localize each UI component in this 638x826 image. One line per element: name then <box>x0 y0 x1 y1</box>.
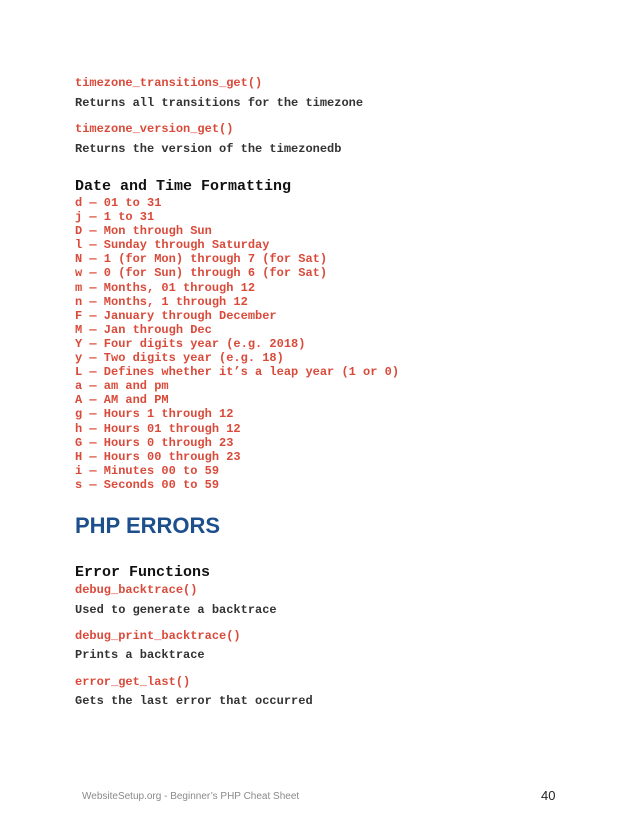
page-number: 40 <box>541 788 556 803</box>
function-description-error-get-last: Gets the last error that occurred <box>75 694 313 708</box>
date-time-formatting-heading: Date and Time Formatting <box>75 178 292 195</box>
format-item-m: m — Months, 01 through 12 <box>75 280 256 295</box>
format-item-L: L — Defines whether it’s a leap year (1 or 0) <box>75 365 400 380</box>
function-name-timezone-version-get: timezone_version_get() <box>75 122 234 136</box>
footer-text: WebsiteSetup.org - Beginner’s PHP Cheat Sheet <box>82 791 300 802</box>
format-item-s: s — Seconds 00 to 59 <box>75 477 220 492</box>
function-name-error-get-last: error_get_last() <box>75 675 191 689</box>
format-item-N: N — 1 (for Mon) through 7 (for Sat) <box>75 252 328 267</box>
format-item-w: w — 0 (for Sun) through 6 (for Sat) <box>75 266 328 281</box>
date-format-list <box>75 196 399 492</box>
function-name-timezone-transitions-get: timezone_transitions_get() <box>75 76 263 90</box>
function-description-debug-backtrace: Used to generate a backtrace <box>75 603 277 617</box>
format-item-F: F — January through December <box>75 308 277 323</box>
php-errors-section-title: PHP ERRORS <box>75 513 221 538</box>
format-item-n: n — Months, 1 through 12 <box>75 294 248 309</box>
format-item-l: l — Sunday through Saturday <box>75 238 270 253</box>
format-item-H: H — Hours 00 through 23 <box>75 449 241 464</box>
function-description-debug-print-backtrace: Prints a backtrace <box>75 648 205 662</box>
format-item-h: h — Hours 01 through 12 <box>75 421 241 436</box>
format-item-g: g — Hours 1 through 12 <box>75 407 234 422</box>
format-item-i: i — Minutes 00 to 59 <box>75 463 220 478</box>
function-description-timezone-version-get: Returns the version of the timezonedb <box>75 142 342 156</box>
format-item-M: M — Jan through Dec <box>75 322 212 337</box>
format-item-y: y — Two digits year (e.g. 18) <box>75 351 284 366</box>
error-functions-heading: Error Functions <box>75 564 211 581</box>
format-item-d: d — 01 to 31 <box>75 196 162 210</box>
function-name-debug-print-backtrace: debug_print_backtrace() <box>75 629 241 643</box>
format-item-Y: Y — Four digits year (e.g. 2018) <box>75 336 306 351</box>
function-description-timezone-transitions-get: Returns all transitions for the timezone <box>75 96 364 110</box>
format-item-a: a — am and pm <box>75 379 169 394</box>
format-item-A: A — AM and PM <box>75 393 169 408</box>
format-item-D: D — Mon through Sun <box>75 224 212 239</box>
format-item-j: j — 1 to 31 <box>75 210 155 225</box>
function-name-debug-backtrace: debug_backtrace() <box>75 583 198 597</box>
format-item-G: G — Hours 0 through 23 <box>75 435 234 450</box>
